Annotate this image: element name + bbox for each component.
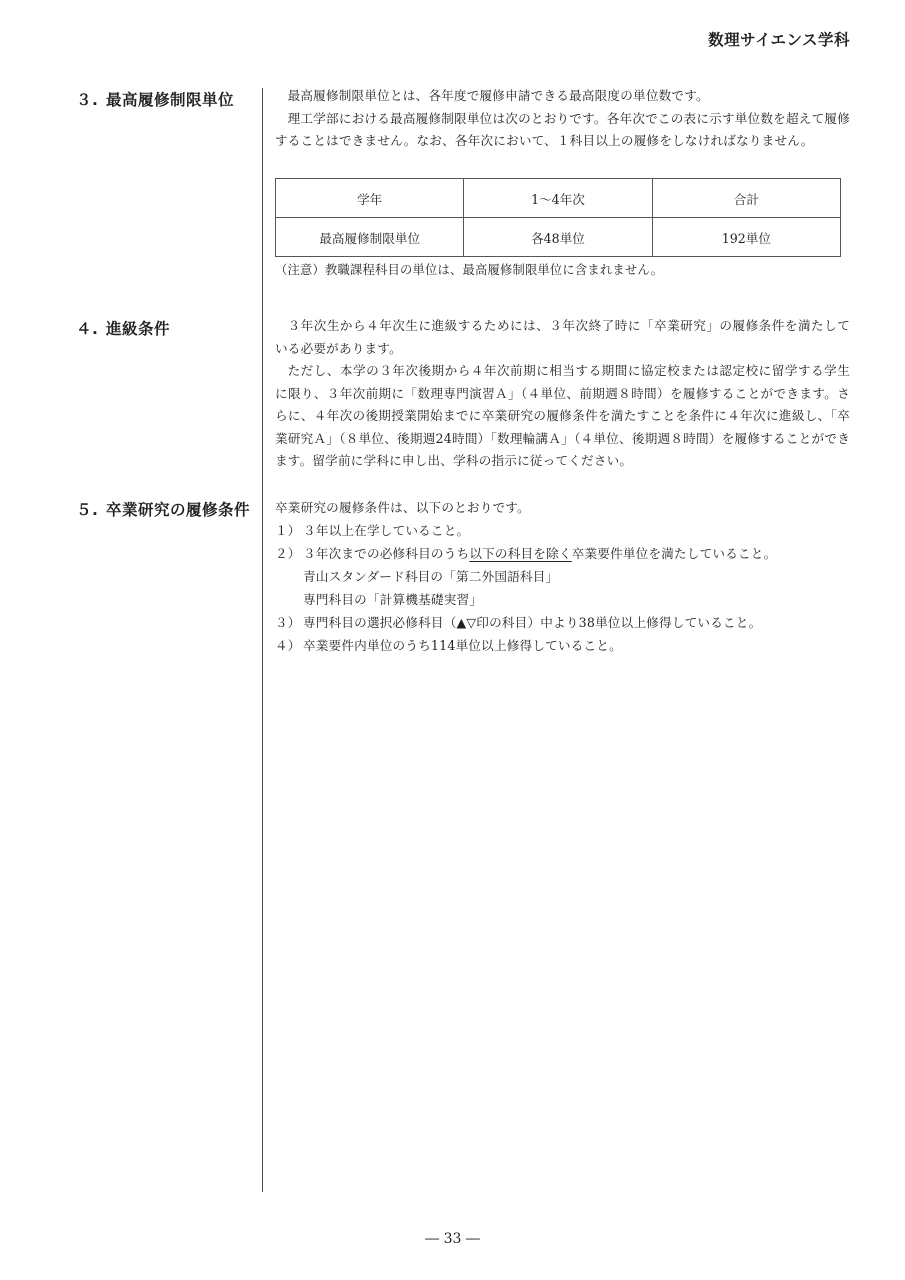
- table-header-cell: 1～4年次: [464, 179, 652, 218]
- list-label: ２）: [275, 546, 301, 561]
- table-cell: 最高履修制限単位: [276, 218, 464, 257]
- table-cell: 各48単位: [464, 218, 652, 257]
- section-title-text: 卒業研究の履修条件: [106, 501, 251, 519]
- max-units-body: [275, 85, 850, 153]
- section-number: ４.: [76, 320, 99, 338]
- sub-item: 青山スタンダード科目の「第二外国語科目」: [303, 569, 559, 584]
- section-title-graduation: [76, 498, 250, 520]
- list-text: 専門科目の選択必修科目（▲▽印の科目）中より38単位以上修得していること。: [303, 615, 762, 630]
- list-text-part: 卒業要件単位を満たしていること。: [571, 546, 777, 561]
- list-item: [275, 634, 855, 657]
- list-text: ３年以上在学していること。: [303, 523, 470, 538]
- paragraph: ３年次生から４年次生に進級するためには、３年次終了時に「卒業研究」の履修条件を満たしている必要があります。: [275, 318, 850, 356]
- paragraph: 最高履修制限単位とは、各年度で履修申請できる最高限度の単位数です。: [287, 88, 709, 103]
- list-text-part: ３年次までの必修科目のうち: [303, 546, 470, 561]
- table-header-cell: 学年: [276, 179, 464, 218]
- paragraph: ただし、本学の３年次後期から４年次前期に相当する期間に協定校または認定校に留学する学生に限り、３年次前期に「数理専門演習Ａ」（４単位、前期週８時間）を履修することができます。さらに、４年次の後期授業開始までに卒業研究の履修条件を満たすことを条件に４年次に進級し、「卒業研究Ａ」（８単位、後期週24時間）「数理輪講Ａ」（４単位、後期週８時間）を履修することができます。留学前に学科に申し出、学科の指示に従ってください。: [275, 363, 850, 468]
- list-label: ４）: [275, 638, 301, 653]
- section-number: ５.: [76, 501, 99, 519]
- section-title-text: 進級条件: [106, 320, 171, 338]
- table-row: [276, 218, 841, 257]
- max-units-table: [275, 178, 841, 257]
- table-note: （注意）教職課程科目の単位は、最高履修制限単位に含まれません。: [275, 263, 664, 277]
- section-title-advancement: [76, 317, 170, 339]
- department-header: 数理サイエンス学科: [708, 31, 850, 49]
- table-header-cell: 合計: [652, 179, 840, 218]
- table-cell: 192単位: [652, 218, 840, 257]
- section-title-text: 最高履修制限単位: [106, 91, 235, 109]
- table-header-row: [276, 179, 841, 218]
- underlined-text: 以下の科目を除く: [469, 546, 572, 561]
- list-item: [275, 611, 855, 634]
- advancement-body: [275, 315, 850, 473]
- graduation-conditions: [275, 496, 855, 657]
- paragraph: 理工学部における最高履修制限単位は次のとおりです。各年次でこの表に示す単位数を超えて履修することはできません。なお、各年次において、１科目以上の履修をしなければなりません。: [275, 110, 850, 148]
- list-item: [275, 542, 855, 565]
- list-text: 卒業要件内単位のうち114単位以上修得していること。: [303, 638, 622, 653]
- list-item: [275, 519, 855, 542]
- intro-text: 卒業研究の履修条件は、以下のとおりです。: [275, 500, 530, 515]
- list-label: ３）: [275, 615, 301, 630]
- list-text: [303, 542, 776, 565]
- section-number: ３.: [76, 91, 99, 109]
- page-number: ― 33 ―: [425, 1231, 480, 1247]
- section-title-max-units: [76, 88, 234, 110]
- list-label: １）: [275, 523, 301, 538]
- column-divider: [262, 88, 263, 1192]
- sub-item: 専門科目の「計算機基礎実習」: [303, 592, 483, 607]
